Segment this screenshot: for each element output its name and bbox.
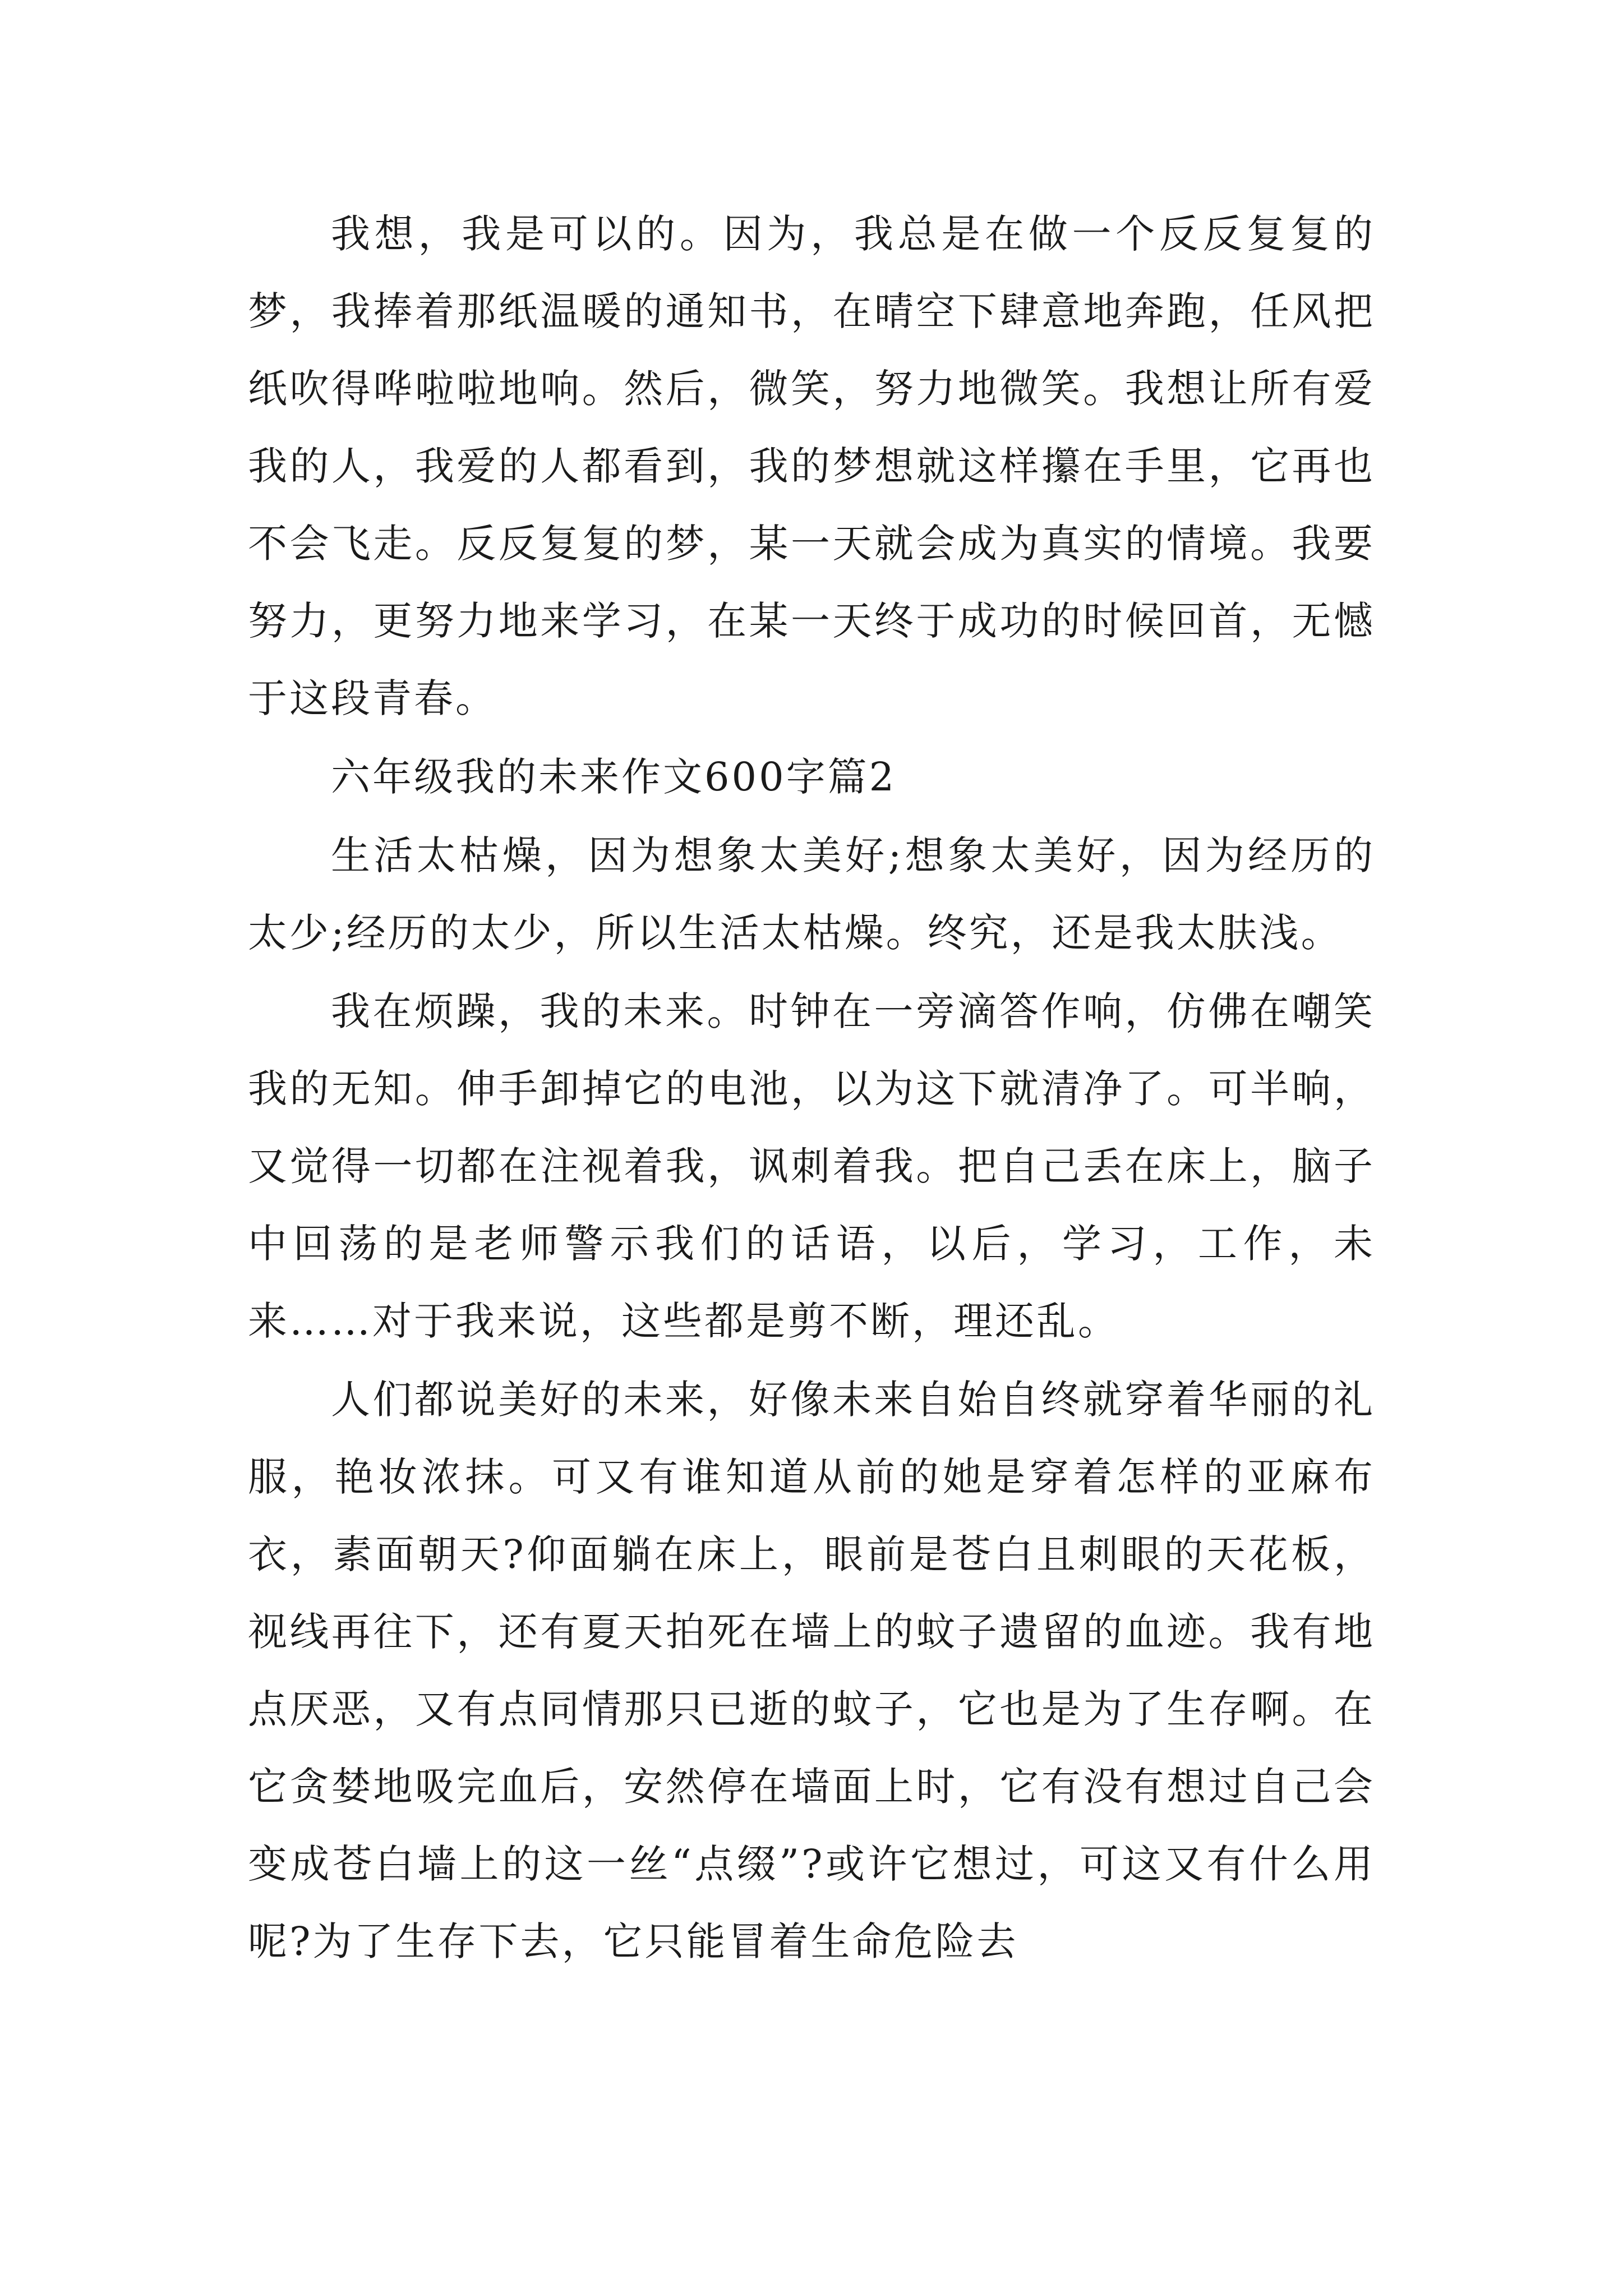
paragraph-2: 生活太枯燥，因为想象太美好;想象太美好，因为经历的太少;经历的太少，所以生活太枯燥。终究，还是我太肤浅。	[248, 832, 1375, 956]
document-body	[248, 195, 1375, 1981]
paragraph-4: 人们都说美好的未来，好像未来自始自终就穿着华丽的礼服，艳妆浓抹。可又有谁知道从前的她是穿着怎样的亚麻布衣，素面朝天?仰面躺在床上，眼前是苍白且刺眼的天花板，视线再往下，还有夏天拍死在墙上的蚊子遗留的血迹。我有地点厌恶，又有点同情那只已逝的蚊子，它也是为了生存啊。在它贪婪地吸完血后，安然停在墙面上时，它有没有想过自己会变成苍白墙上的这一丝“点缀”?或许它想过，可这又有什么用呢?为了生存下去，它只能冒着生命危险去	[248, 1377, 1375, 1964]
paragraph-3: 我在烦躁，我的未来。时钟在一旁滴答作响，仿佛在嘲笑我的无知。伸手卸掉它的电池，以为这下就清净了。可半晌，又觉得一切都在注视着我，讽刺着我。把自己丢在床上，脑子中回荡的是老师警示我们的话语，以后，学习，工作，未来……对于我来说，这些都是剪不断，理还乱。	[248, 988, 1375, 1344]
paragraph-1: 我想，我是可以的。因为，我总是在做一个反反复复的梦，我捧着那纸温暖的通知书，在晴空下肆意地奔跑，任风把纸吹得哗啦啦地响。然后，微笑，努力地微笑。我想让所有爱我的人，我爱的人都看到，我的梦想就这样攥在手里，它再也不会飞走。反反复复的梦，某一天就会成为真实的情境。我要努力，更努力地来学习，在某一天终于成功的时候回首，无憾于这段青春。	[248, 211, 1375, 721]
section-heading: 六年级我的未来作文600字篇2	[331, 754, 897, 800]
